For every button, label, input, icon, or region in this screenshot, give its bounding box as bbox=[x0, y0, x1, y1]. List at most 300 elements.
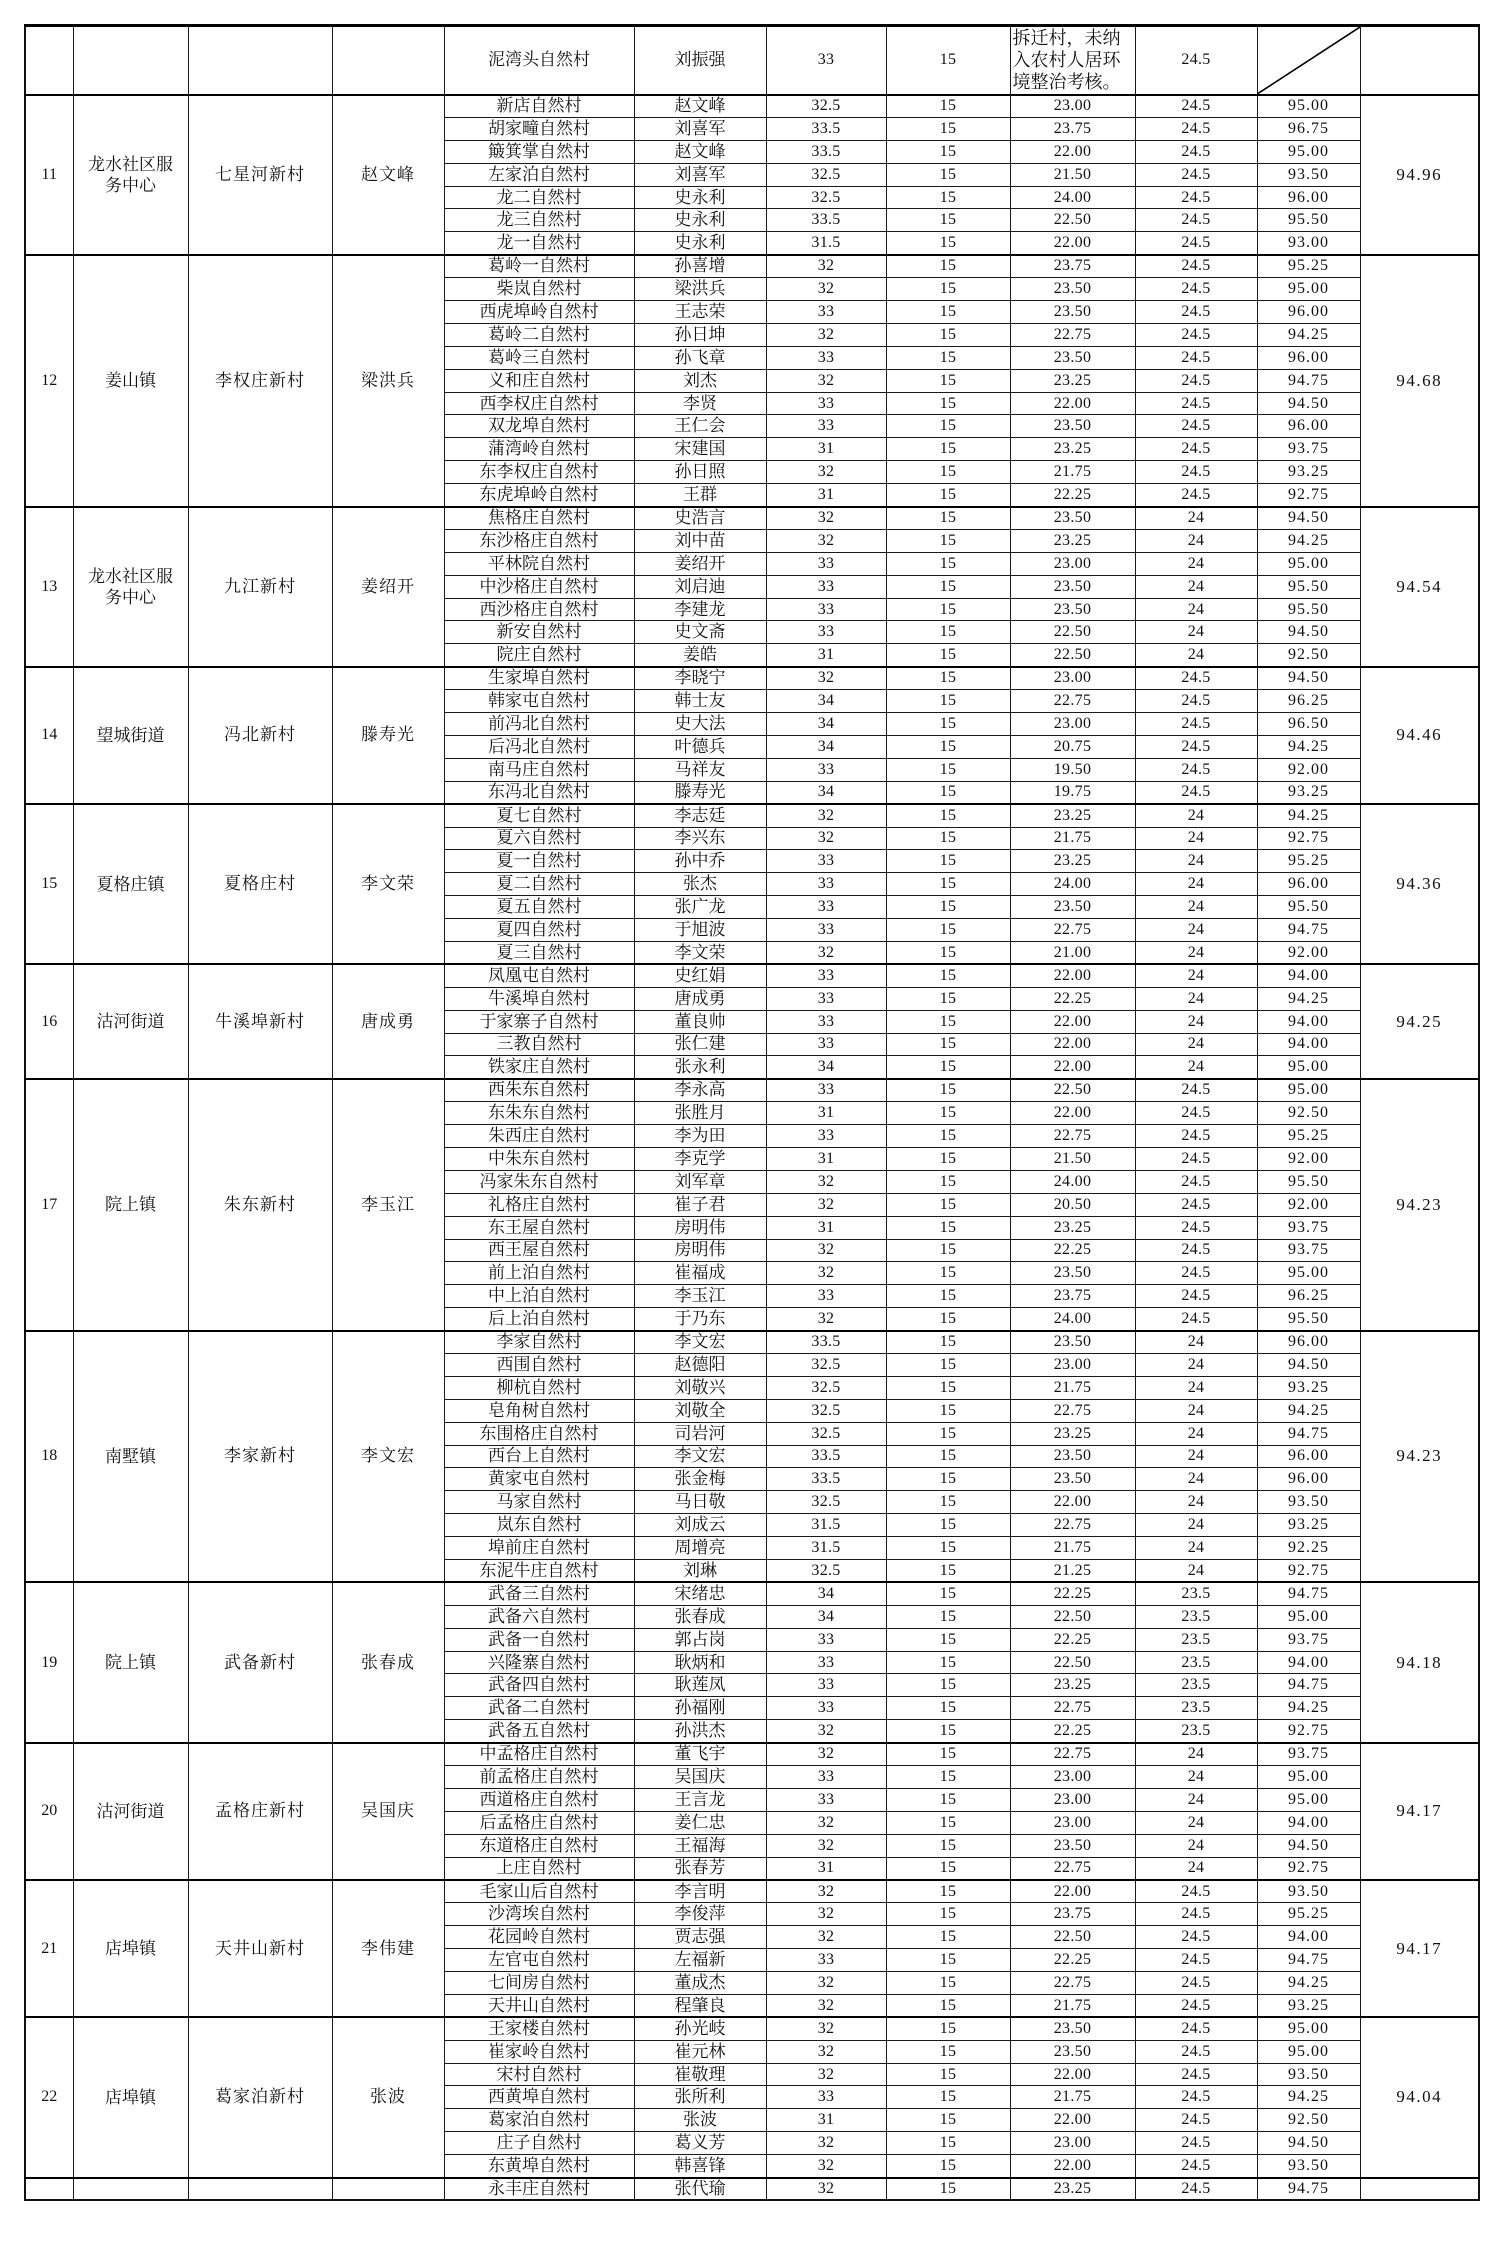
person-in-charge-cell: 史永利 bbox=[634, 209, 766, 232]
total-score-cell: 92.00 bbox=[1257, 1147, 1360, 1170]
score-1-cell: 32 bbox=[766, 255, 886, 278]
carryover-bottom-row bbox=[25, 2178, 1479, 2201]
score-3-cell: 22.75 bbox=[1010, 1697, 1135, 1720]
new-village-cell: 朱东新村 bbox=[188, 1079, 332, 1331]
total-score-cell: 93.75 bbox=[1257, 1628, 1360, 1651]
natural-village-cell: 礼格庄自然村 bbox=[444, 1193, 634, 1216]
group-average-cell: 94.68 bbox=[1360, 255, 1479, 507]
total-score-cell: 94.50 bbox=[1257, 392, 1360, 415]
total-score-cell: 96.25 bbox=[1257, 690, 1360, 713]
score-3-cell: 23.25 bbox=[1010, 1674, 1135, 1697]
score-2-cell: 15 bbox=[886, 1766, 1010, 1789]
natural-village-cell: 冯家朱东自然村 bbox=[444, 1170, 634, 1193]
score-1-cell: 32 bbox=[766, 461, 886, 484]
score-4-cell: 24 bbox=[1135, 919, 1257, 942]
person-in-charge-cell: 史文斋 bbox=[634, 621, 766, 644]
score-4-cell: 24 bbox=[1135, 1056, 1257, 1079]
person-in-charge-cell: 董良帅 bbox=[634, 1010, 766, 1033]
score-1-cell: 32 bbox=[766, 278, 886, 301]
town-cell: 龙水社区服务中心 bbox=[73, 95, 188, 255]
score-3-cell: 22.25 bbox=[1010, 1582, 1135, 1605]
person-in-charge-cell: 张广龙 bbox=[634, 896, 766, 919]
natural-village-cell: 皂角树自然村 bbox=[444, 1399, 634, 1422]
score-2-cell: 15 bbox=[886, 1560, 1010, 1583]
person-in-charge-cell: 刘喜军 bbox=[634, 117, 766, 140]
score-4-cell: 24.5 bbox=[1135, 735, 1257, 758]
total-score-cell: 94.00 bbox=[1257, 1033, 1360, 1056]
score-2-cell: 15 bbox=[886, 1537, 1010, 1560]
total-score-cell: 96.00 bbox=[1257, 1445, 1360, 1468]
total-score-cell: 96.75 bbox=[1257, 117, 1360, 140]
total-score-cell: 95.25 bbox=[1257, 1903, 1360, 1926]
score-3-cell: 23.25 bbox=[1010, 369, 1135, 392]
score-3-cell: 22.00 bbox=[1010, 1033, 1135, 1056]
table-row bbox=[25, 1743, 1479, 1766]
natural-village-cell: 柴岚自然村 bbox=[444, 278, 634, 301]
total-score-cell: 95.00 bbox=[1257, 2040, 1360, 2063]
natural-village-cell: 新安自然村 bbox=[444, 621, 634, 644]
natural-village-cell: 葛岭三自然村 bbox=[444, 346, 634, 369]
score-4-cell: 24 bbox=[1135, 873, 1257, 896]
total-score-cell: 94.25 bbox=[1257, 323, 1360, 346]
table-body bbox=[25, 26, 1479, 2201]
rank-cell: 13 bbox=[25, 507, 73, 667]
score-1-cell: 32 bbox=[766, 2063, 886, 2086]
town-cell: 院上镇 bbox=[73, 1582, 188, 1742]
total-score-cell: 94.75 bbox=[1257, 369, 1360, 392]
total-score-cell: 94.00 bbox=[1257, 1926, 1360, 1949]
person-in-charge-cell: 孙飞章 bbox=[634, 346, 766, 369]
score-4-cell: 24.5 bbox=[1135, 232, 1257, 255]
total-score-cell: 95.00 bbox=[1257, 552, 1360, 575]
person-in-charge-cell: 孙福刚 bbox=[634, 1697, 766, 1720]
score-3-cell: 23.00 bbox=[1010, 2132, 1135, 2155]
score-1-cell: 31 bbox=[766, 1216, 886, 1239]
empty-average-cell bbox=[1360, 26, 1479, 95]
town-cell: 店埠镇 bbox=[73, 1880, 188, 2017]
total-score-cell: 94.25 bbox=[1257, 2086, 1360, 2109]
score-4-cell: 24 bbox=[1135, 987, 1257, 1010]
score-4-cell: 23.5 bbox=[1135, 1582, 1257, 1605]
total-score-cell: 93.75 bbox=[1257, 1239, 1360, 1262]
rank-cell: 21 bbox=[25, 1880, 73, 2017]
natural-village-cell: 武备一自然村 bbox=[444, 1628, 634, 1651]
person-in-charge-cell: 李志廷 bbox=[634, 804, 766, 827]
score-4-cell: 24.5 bbox=[1135, 1308, 1257, 1331]
score-3-cell: 23.25 bbox=[1010, 529, 1135, 552]
score-1-cell: 33 bbox=[766, 758, 886, 781]
score-1-cell: 32.5 bbox=[766, 1422, 886, 1445]
natural-village-cell: 平林院自然村 bbox=[444, 552, 634, 575]
score-1-cell: 32 bbox=[766, 507, 886, 530]
score-2-cell: 15 bbox=[886, 323, 1010, 346]
total-score-cell: 95.25 bbox=[1257, 255, 1360, 278]
score-2-cell: 15 bbox=[886, 255, 1010, 278]
person-in-charge-cell: 李晓宁 bbox=[634, 667, 766, 690]
score-4-cell: 24.5 bbox=[1135, 1125, 1257, 1148]
score-1-cell: 33.5 bbox=[766, 1468, 886, 1491]
score-3-cell: 22.50 bbox=[1010, 1651, 1135, 1674]
score-2-cell: 15 bbox=[886, 1422, 1010, 1445]
score-3-cell: 22.50 bbox=[1010, 209, 1135, 232]
natural-village-cell: 于家寨子自然村 bbox=[444, 1010, 634, 1033]
natural-village-cell: 前上泊自然村 bbox=[444, 1262, 634, 1285]
total-score-cell: 95.00 bbox=[1257, 1605, 1360, 1628]
score-2-cell: 15 bbox=[886, 529, 1010, 552]
score-2-cell: 15 bbox=[886, 1033, 1010, 1056]
score-2-cell: 15 bbox=[886, 827, 1010, 850]
person-in-charge-cell: 刘琳 bbox=[634, 1560, 766, 1583]
natural-village-cell: 李家自然村 bbox=[444, 1331, 634, 1354]
natural-village-cell: 岚东自然村 bbox=[444, 1514, 634, 1537]
total-score-cell: 94.00 bbox=[1257, 964, 1360, 987]
score-2-cell: 15 bbox=[886, 484, 1010, 507]
score-3-cell: 23.25 bbox=[1010, 1216, 1135, 1239]
total-score-cell: 93.25 bbox=[1257, 1514, 1360, 1537]
score-2-cell: 15 bbox=[886, 1056, 1010, 1079]
score-sheet bbox=[24, 24, 1478, 2201]
score-1-cell: 33 bbox=[766, 1628, 886, 1651]
total-score-cell: 93.75 bbox=[1257, 1216, 1360, 1239]
new-village-cell: 孟格庄新村 bbox=[188, 1743, 332, 1880]
empty-average-cell bbox=[1360, 2178, 1479, 2201]
person-in-charge-cell: 史永利 bbox=[634, 232, 766, 255]
person-in-charge-cell: 左福新 bbox=[634, 1949, 766, 1972]
empty-town-cell bbox=[73, 26, 188, 95]
person-in-charge-cell: 李玉江 bbox=[634, 1285, 766, 1308]
score-1-cell: 32 bbox=[766, 1811, 886, 1834]
score-4-cell: 24.5 bbox=[1135, 2155, 1257, 2178]
leader-cell: 唐成勇 bbox=[332, 964, 444, 1078]
natural-village-cell: 铁家庄自然村 bbox=[444, 1056, 634, 1079]
person-in-charge-cell: 耿莲凤 bbox=[634, 1674, 766, 1697]
score-3-cell: 23.50 bbox=[1010, 507, 1135, 530]
total-score-cell: 92.25 bbox=[1257, 1537, 1360, 1560]
natural-village-cell: 后上泊自然村 bbox=[444, 1308, 634, 1331]
table-row bbox=[25, 1880, 1479, 1903]
score-3-cell: 23.00 bbox=[1010, 95, 1135, 118]
score-3-cell: 23.00 bbox=[1010, 1353, 1135, 1376]
score-2-cell: 15 bbox=[886, 1743, 1010, 1766]
score-4-cell: 24.5 bbox=[1135, 1147, 1257, 1170]
score-2-cell: 15 bbox=[886, 1903, 1010, 1926]
score-3-cell: 21.00 bbox=[1010, 941, 1135, 964]
person-in-charge-cell: 司岩河 bbox=[634, 1422, 766, 1445]
score-3-cell: 21.75 bbox=[1010, 1376, 1135, 1399]
new-village-cell: 李权庄新村 bbox=[188, 255, 332, 507]
total-score-cell: 95.50 bbox=[1257, 575, 1360, 598]
score-4-cell: 24.5 bbox=[1135, 461, 1257, 484]
score-1-cell: 32 bbox=[766, 804, 886, 827]
natural-village-cell: 崔家岭自然村 bbox=[444, 2040, 634, 2063]
natural-village-cell: 西沙格庄自然村 bbox=[444, 598, 634, 621]
total-score-cell: 94.50 bbox=[1257, 1353, 1360, 1376]
score-2-cell: 15 bbox=[886, 552, 1010, 575]
score-3-cell: 22.00 bbox=[1010, 1056, 1135, 1079]
natural-village-cell: 泥湾头自然村 bbox=[444, 26, 634, 95]
score-4-cell: 24 bbox=[1135, 1834, 1257, 1857]
total-score-cell: 94.00 bbox=[1257, 1811, 1360, 1834]
score-2-cell: 15 bbox=[886, 758, 1010, 781]
score-4-cell: 24.5 bbox=[1135, 484, 1257, 507]
score-3-cell: 22.00 bbox=[1010, 1010, 1135, 1033]
score-3-cell: 23.50 bbox=[1010, 2017, 1135, 2040]
score-4-cell: 24.5 bbox=[1135, 255, 1257, 278]
total-score-cell: 94.25 bbox=[1257, 987, 1360, 1010]
score-4-cell: 24.5 bbox=[1135, 1285, 1257, 1308]
table-row bbox=[25, 1331, 1479, 1354]
person-in-charge-cell: 耿炳和 bbox=[634, 1651, 766, 1674]
score-3-cell: 22.75 bbox=[1010, 1514, 1135, 1537]
score-1-cell: 33 bbox=[766, 1125, 886, 1148]
natural-village-cell: 西王屋自然村 bbox=[444, 1239, 634, 1262]
score-2-cell: 15 bbox=[886, 1216, 1010, 1239]
person-in-charge-cell: 孙光岐 bbox=[634, 2017, 766, 2040]
score-1-cell: 32.5 bbox=[766, 1560, 886, 1583]
natural-village-cell: 武备六自然村 bbox=[444, 1605, 634, 1628]
score-4-cell: 24 bbox=[1135, 1857, 1257, 1880]
natural-village-cell: 东王屋自然村 bbox=[444, 1216, 634, 1239]
rank-cell: 22 bbox=[25, 2017, 73, 2177]
score-1-cell: 34 bbox=[766, 690, 886, 713]
town-cell: 望城街道 bbox=[73, 667, 188, 804]
score-3-cell: 23.50 bbox=[1010, 1262, 1135, 1285]
score-1-cell: 33 bbox=[766, 598, 886, 621]
natural-village-cell: 武备四自然村 bbox=[444, 1674, 634, 1697]
score-4-cell: 24 bbox=[1135, 1353, 1257, 1376]
table-row bbox=[25, 667, 1479, 690]
score-3-cell: 23.50 bbox=[1010, 1445, 1135, 1468]
score-4-cell: 23.5 bbox=[1135, 1628, 1257, 1651]
natural-village-cell: 马家自然村 bbox=[444, 1491, 634, 1514]
person-in-charge-cell: 孙洪杰 bbox=[634, 1720, 766, 1743]
score-2-cell: 15 bbox=[886, 667, 1010, 690]
person-in-charge-cell: 赵文峰 bbox=[634, 95, 766, 118]
score-3-cell: 22.00 bbox=[1010, 1880, 1135, 1903]
total-score-cell: 95.00 bbox=[1257, 1056, 1360, 1079]
score-1-cell: 31 bbox=[766, 438, 886, 461]
score-1-cell: 32 bbox=[766, 1972, 886, 1995]
score-4-cell: 24 bbox=[1135, 1514, 1257, 1537]
table-row bbox=[25, 507, 1479, 530]
score-3-cell: 19.75 bbox=[1010, 781, 1135, 804]
score-4-cell: 24 bbox=[1135, 1743, 1257, 1766]
score-2-cell: 15 bbox=[886, 2178, 1010, 2201]
score-2-cell: 15 bbox=[886, 1582, 1010, 1605]
score-2-cell: 15 bbox=[886, 964, 1010, 987]
score-1-cell: 32 bbox=[766, 1720, 886, 1743]
total-score-cell: 94.75 bbox=[1257, 1422, 1360, 1445]
score-3-cell: 22.75 bbox=[1010, 1857, 1135, 1880]
score-2-cell: 15 bbox=[886, 163, 1010, 186]
score-3-cell: 22.25 bbox=[1010, 987, 1135, 1010]
natural-village-cell: 毛家山后自然村 bbox=[444, 1880, 634, 1903]
natural-village-cell: 夏四自然村 bbox=[444, 919, 634, 942]
total-score-cell: 96.00 bbox=[1257, 346, 1360, 369]
person-in-charge-cell: 赵德阳 bbox=[634, 1353, 766, 1376]
score-2-cell: 15 bbox=[886, 1399, 1010, 1422]
score-2-cell: 15 bbox=[886, 1353, 1010, 1376]
total-score-cell: 95.00 bbox=[1257, 140, 1360, 163]
score-2-cell: 15 bbox=[886, 438, 1010, 461]
score-4-cell: 24.5 bbox=[1135, 667, 1257, 690]
score-3-cell: 23.75 bbox=[1010, 1285, 1135, 1308]
score-4-cell: 24.5 bbox=[1135, 713, 1257, 736]
score-1-cell: 34 bbox=[766, 1605, 886, 1628]
score-4-cell: 24 bbox=[1135, 507, 1257, 530]
score-2-cell: 15 bbox=[886, 1926, 1010, 1949]
natural-village-cell: 焦格庄自然村 bbox=[444, 507, 634, 530]
person-in-charge-cell: 刘中苗 bbox=[634, 529, 766, 552]
person-in-charge-cell: 史浩言 bbox=[634, 507, 766, 530]
total-score-cell: 93.25 bbox=[1257, 1994, 1360, 2017]
score-4-cell: 24.5 bbox=[1135, 369, 1257, 392]
total-score-cell: 96.25 bbox=[1257, 1285, 1360, 1308]
score-1-cell: 34 bbox=[766, 735, 886, 758]
score-3-cell: 23.75 bbox=[1010, 117, 1135, 140]
score-3-cell: 22.50 bbox=[1010, 1605, 1135, 1628]
score-3-cell: 23.50 bbox=[1010, 346, 1135, 369]
score-4-cell: 24.5 bbox=[1135, 95, 1257, 118]
person-in-charge-cell: 李克学 bbox=[634, 1147, 766, 1170]
table-row bbox=[25, 964, 1479, 987]
person-in-charge-cell: 于乃东 bbox=[634, 1308, 766, 1331]
natural-village-cell: 埠前庄自然村 bbox=[444, 1537, 634, 1560]
score-3-cell: 22.25 bbox=[1010, 484, 1135, 507]
natural-village-cell: 院庄自然村 bbox=[444, 644, 634, 667]
group-average-cell: 94.25 bbox=[1360, 964, 1479, 1078]
person-in-charge-cell: 李贤 bbox=[634, 392, 766, 415]
score-1-cell: 33 bbox=[766, 850, 886, 873]
score-4-cell: 24.5 bbox=[1135, 2132, 1257, 2155]
total-score-cell: 95.00 bbox=[1257, 2017, 1360, 2040]
score-4-cell: 24 bbox=[1135, 1376, 1257, 1399]
score-1-cell: 32 bbox=[766, 1834, 886, 1857]
score-4-cell: 24.5 bbox=[1135, 26, 1257, 95]
person-in-charge-cell: 李建龙 bbox=[634, 598, 766, 621]
score-3-cell: 23.00 bbox=[1010, 713, 1135, 736]
total-score-cell: 92.75 bbox=[1257, 827, 1360, 850]
person-in-charge-cell: 李言明 bbox=[634, 1880, 766, 1903]
score-3-cell: 23.50 bbox=[1010, 1331, 1135, 1354]
score-2-cell: 15 bbox=[886, 1857, 1010, 1880]
score-1-cell: 33 bbox=[766, 415, 886, 438]
person-in-charge-cell: 刘喜军 bbox=[634, 163, 766, 186]
score-4-cell: 24.5 bbox=[1135, 1949, 1257, 1972]
person-in-charge-cell: 李永高 bbox=[634, 1079, 766, 1102]
group-average-cell: 94.17 bbox=[1360, 1743, 1479, 1880]
score-4-cell: 24.5 bbox=[1135, 2178, 1257, 2201]
total-score-cell: 92.50 bbox=[1257, 2109, 1360, 2132]
total-score-cell: 95.50 bbox=[1257, 1170, 1360, 1193]
score-2-cell: 15 bbox=[886, 1605, 1010, 1628]
score-1-cell: 33 bbox=[766, 26, 886, 95]
score-4-cell: 24.5 bbox=[1135, 2109, 1257, 2132]
total-score-cell: 94.50 bbox=[1257, 507, 1360, 530]
natural-village-cell: 东虎埠岭自然村 bbox=[444, 484, 634, 507]
score-3-cell: 23.25 bbox=[1010, 438, 1135, 461]
score-2-cell: 15 bbox=[886, 735, 1010, 758]
total-score-cell: 95.50 bbox=[1257, 896, 1360, 919]
score-3-cell: 23.50 bbox=[1010, 1468, 1135, 1491]
score-2-cell: 15 bbox=[886, 575, 1010, 598]
natural-village-cell: 西虎埠岭自然村 bbox=[444, 301, 634, 324]
score-4-cell: 24.5 bbox=[1135, 438, 1257, 461]
score-2-cell: 15 bbox=[886, 2040, 1010, 2063]
table-row bbox=[25, 804, 1479, 827]
score-3-cell: 24.00 bbox=[1010, 873, 1135, 896]
empty-new-village-cell bbox=[188, 2178, 332, 2201]
score-3-cell: 21.75 bbox=[1010, 1537, 1135, 1560]
score-1-cell: 32.5 bbox=[766, 163, 886, 186]
rank-cell: 18 bbox=[25, 1331, 73, 1583]
total-score-cell: 93.50 bbox=[1257, 2155, 1360, 2178]
score-3-cell: 22.00 bbox=[1010, 232, 1135, 255]
score-1-cell: 31 bbox=[766, 1857, 886, 1880]
score-1-cell: 33 bbox=[766, 1033, 886, 1056]
score-2-cell: 15 bbox=[886, 1125, 1010, 1148]
score-4-cell: 24 bbox=[1135, 1399, 1257, 1422]
score-1-cell: 32 bbox=[766, 1262, 886, 1285]
person-in-charge-cell: 张杰 bbox=[634, 873, 766, 896]
natural-village-cell: 武备二自然村 bbox=[444, 1697, 634, 1720]
town-cell: 院上镇 bbox=[73, 1079, 188, 1331]
new-village-cell: 夏格庄村 bbox=[188, 804, 332, 964]
score-3-cell: 23.00 bbox=[1010, 1766, 1135, 1789]
town-cell: 姜山镇 bbox=[73, 255, 188, 507]
score-4-cell: 24 bbox=[1135, 529, 1257, 552]
score-3-cell: 23.00 bbox=[1010, 667, 1135, 690]
score-2-cell: 15 bbox=[886, 1147, 1010, 1170]
person-in-charge-cell: 史永利 bbox=[634, 186, 766, 209]
score-4-cell: 24.5 bbox=[1135, 1880, 1257, 1903]
score-4-cell: 24 bbox=[1135, 1491, 1257, 1514]
total-score-cell: 94.25 bbox=[1257, 735, 1360, 758]
score-3-cell: 23.00 bbox=[1010, 552, 1135, 575]
score-2-cell: 15 bbox=[886, 1331, 1010, 1354]
score-3-cell: 24.00 bbox=[1010, 1170, 1135, 1193]
score-1-cell: 33 bbox=[766, 1674, 886, 1697]
total-score-cell: 93.75 bbox=[1257, 438, 1360, 461]
leader-cell: 梁洪兵 bbox=[332, 255, 444, 507]
person-in-charge-cell: 姜仁忠 bbox=[634, 1811, 766, 1834]
score-3-cell: 22.00 bbox=[1010, 2063, 1135, 2086]
natural-village-cell: 东沙格庄自然村 bbox=[444, 529, 634, 552]
person-in-charge-cell: 李为田 bbox=[634, 1125, 766, 1148]
natural-village-cell: 东泥牛庄自然村 bbox=[444, 1560, 634, 1583]
total-score-cell: 92.75 bbox=[1257, 1720, 1360, 1743]
natural-village-cell: 葛家泊自然村 bbox=[444, 2109, 634, 2132]
person-in-charge-cell: 房明伟 bbox=[634, 1239, 766, 1262]
score-4-cell: 24 bbox=[1135, 1788, 1257, 1811]
score-4-cell: 24.5 bbox=[1135, 1926, 1257, 1949]
score-4-cell: 24 bbox=[1135, 621, 1257, 644]
score-1-cell: 32 bbox=[766, 2017, 886, 2040]
person-in-charge-cell: 王言龙 bbox=[634, 1788, 766, 1811]
person-in-charge-cell: 刘启迪 bbox=[634, 575, 766, 598]
town-cell: 南墅镇 bbox=[73, 1331, 188, 1583]
score-3-cell: 22.75 bbox=[1010, 1125, 1135, 1148]
score-3-cell: 23.50 bbox=[1010, 278, 1135, 301]
total-score-cell: 96.00 bbox=[1257, 415, 1360, 438]
score-1-cell: 32 bbox=[766, 2178, 886, 2201]
natural-village-cell: 东围格庄自然村 bbox=[444, 1422, 634, 1445]
score-1-cell: 33 bbox=[766, 987, 886, 1010]
score-2-cell: 15 bbox=[886, 781, 1010, 804]
total-score-cell: 96.00 bbox=[1257, 186, 1360, 209]
score-1-cell: 31.5 bbox=[766, 1514, 886, 1537]
new-village-cell: 牛溪埠新村 bbox=[188, 964, 332, 1078]
